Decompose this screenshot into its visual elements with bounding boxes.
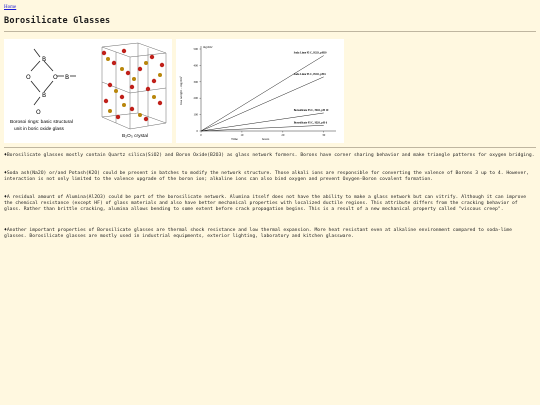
chart-y-tick-label: 0 <box>196 129 198 133</box>
paragraph-text: Another important properties of Borosilicate glasses are thermal shock resistance and low thermal expansion. More heat resistant even at alkaline environment compared to soda-lime glasses. Borosilicate glasses are mostly used in industrial equipments, exterior lighting, laboratory and kitchen glassware. <box>4 228 512 240</box>
chart-xunit: hours <box>262 137 270 141</box>
chart-series-line-1 <box>201 56 324 131</box>
top-divider <box>4 31 536 32</box>
b2o3-crystal-image <box>102 43 166 129</box>
chart-xlabel: Time <box>231 137 238 141</box>
chart-y-tick-label: 100 <box>193 112 198 117</box>
structure-caption-line2: unit in boric oxide glass <box>14 127 64 132</box>
paragraph-thermal-properties <box>4 228 536 240</box>
boroxol-structure-figure <box>4 39 172 143</box>
chart-series-label-1: Soda Lime 95 C, H2O, pH10 <box>293 51 327 55</box>
paragraph-text: A residual amount of Alumina(Al2O3) could be part of the borosilicate network. Alumina itself does not have the ability to make a glass network but can vitrify. Although it can improve the chemical resistance (except HF) of glass materials and also have better mechanical properties with localized ductile regions. This attribute differs from the cracking behavior of glass. Rather than brittle cracking, alumina allows bending to some extent before crack propagation begins. This is a result of a new mechanical property called "viscous creep". <box>4 195 527 213</box>
page-title: Borosilicate Glasses <box>4 16 111 26</box>
chart-x-tick-label: 30 <box>322 133 326 137</box>
bullet-icon: ♦ <box>4 171 7 176</box>
atom-oxygen-bottom: O <box>36 109 41 116</box>
chart-ylabel: loss weight – mg/dm² <box>179 76 183 105</box>
chart-y-unit-label: mg/dm² <box>203 45 213 49</box>
atom-oxygen-right: O <box>53 74 58 81</box>
paragraph-text: Borosilicate glasses mostly contain Quartz silica(SiO2) and Boron Oxide(B2O3) as glass network formers. Borons have corner sharing behavior and make triangle patterns for oxygen bridging. <box>6 153 535 158</box>
atom-boron-right: B <box>65 74 70 81</box>
chart-x-tick-label: 0 <box>200 133 202 137</box>
paragraph-glass-formers <box>4 153 536 159</box>
bullet-icon: ♦ <box>4 195 7 200</box>
chart-y-tick-label: 400 <box>193 63 198 68</box>
chart-y-tick-label: 500 <box>193 47 198 51</box>
structure-caption-line1: Borosoi rings: basic structural <box>10 120 73 125</box>
paragraph-network-modifiers <box>4 171 536 183</box>
atom-oxygen-left: O <box>26 74 31 81</box>
chart-x-tick-label: 10 <box>240 133 244 137</box>
crystal-caption: B₂O₃ crystal <box>122 134 148 139</box>
atom-boron-bottom: B <box>42 92 47 99</box>
paragraph-alumina <box>4 195 536 214</box>
bottom-divider <box>4 147 536 148</box>
weight-loss-chart <box>176 39 344 143</box>
bullet-icon: ♦ <box>4 153 7 158</box>
home-link[interactable]: Home <box>4 5 17 10</box>
atom-boron-top: B <box>42 56 47 63</box>
bullet-icon: ♦ <box>4 228 7 233</box>
chart-y-tick-label: 200 <box>193 96 198 101</box>
chart-series-label-2: Soda Lime 95 C, H2O, pH 6 <box>293 72 326 76</box>
paragraph-text: Soda ash(Na2O) or/and Potash(K2O) could be present in batches to modify the network structure. Those alkali ions are responsible for converting the valence of Borons 3 up to 4. However, interaction is not only limited to the valence upgrade of the boron ion; alkaline ions can also bind oxygen and prevent Oxygen-Boron covalent formation. <box>4 171 529 183</box>
chart-y-tick-label: 300 <box>193 79 198 84</box>
chart-series-label-4: Borosilicate 95 C, H2O, pH 6 <box>293 121 328 125</box>
chart-x-tick-label: 20 <box>281 133 285 137</box>
chart-series-label-3: Borosilicate 95 C, H2O, pH 10 <box>293 108 329 112</box>
